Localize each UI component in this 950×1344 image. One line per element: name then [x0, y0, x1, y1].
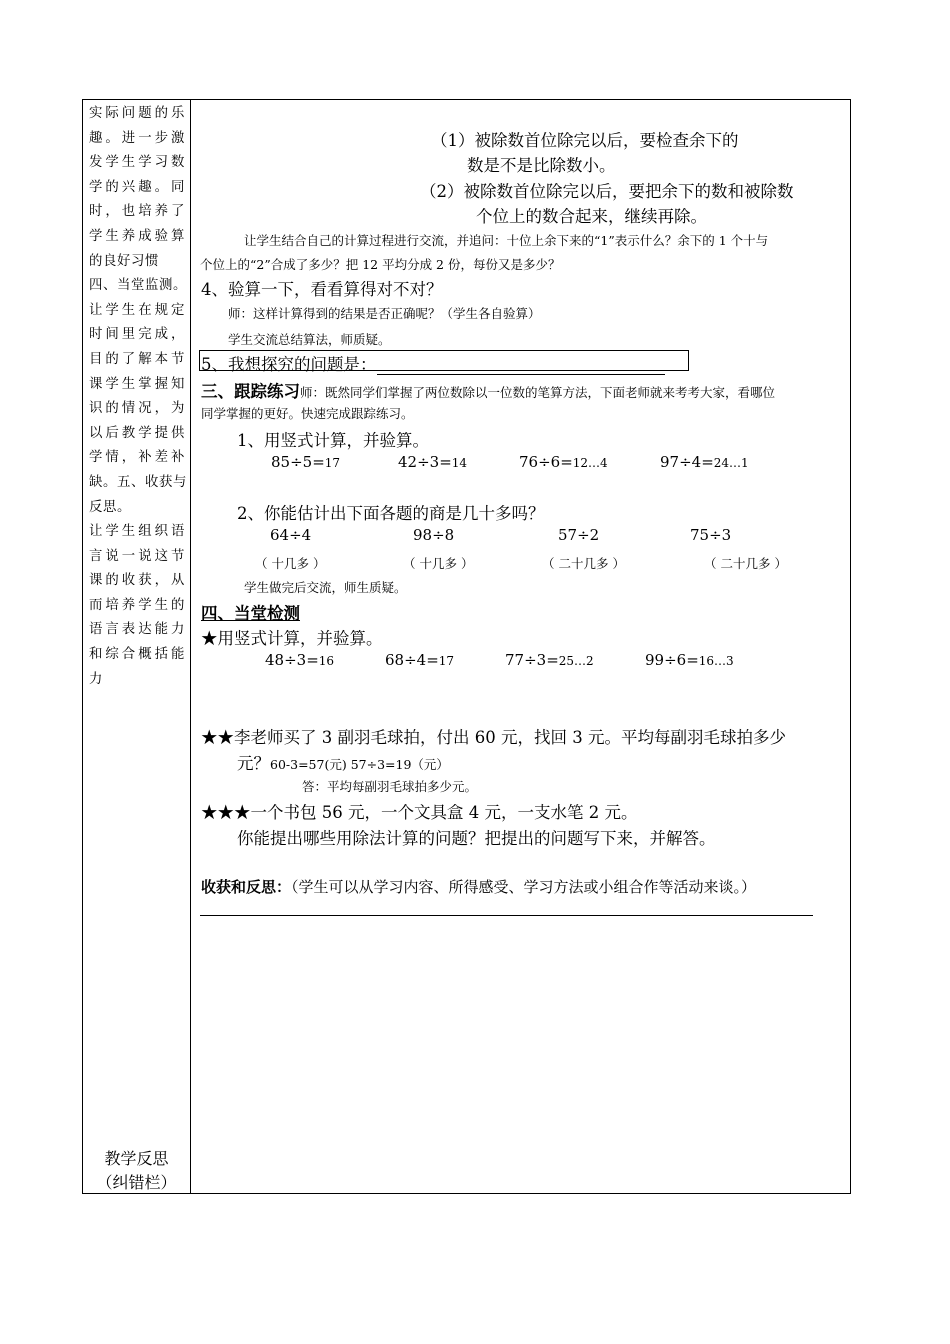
- reflection-writing-line[interactable]: [200, 915, 813, 916]
- star-2-work: 60-3=57(元) 57÷3=19（元）: [270, 757, 449, 772]
- exercise-2-title: 2、你能估计出下面各题的商是几十多吗？: [237, 504, 545, 523]
- section-3-intro-b: 同学掌握的更好。快速完成跟踪练习。: [201, 406, 414, 421]
- reflection-text: （学生可以从学习内容、所得感受、学习方法或小组合作等活动来谈。）: [291, 878, 757, 896]
- sidebar-note-line: 言说一说这节: [89, 548, 185, 564]
- correction-column-label: （纠错栏）: [96, 1173, 177, 1192]
- section-3-intro-a: 师：既然同学们掌握了两位数除以一位数的笔算方法，下面老师就来考考大家，看哪位: [300, 385, 776, 400]
- note-2-line-a: （2）被除数首位除完以后，要把余下的数和被除数: [420, 182, 794, 201]
- sidebar-note-line: 时间里完成，: [89, 327, 185, 343]
- star-1-answer: 17: [438, 654, 455, 668]
- exercise-discussion: 学生做完后交流，师生质疑。: [244, 580, 407, 595]
- sidebar-note-line: 课学生掌握知: [89, 376, 185, 392]
- star-1-title: ★用竖式计算，并验算。: [201, 629, 383, 648]
- star-1-item: [385, 651, 454, 669]
- sidebar-note-line: 以后教学提供: [89, 425, 185, 441]
- answer-blank[interactable]: [377, 358, 665, 375]
- star-1-answer: 16: [318, 654, 335, 668]
- exercise-2-expr: 98÷8: [413, 526, 455, 544]
- exercise-1-answer: 12…4: [572, 456, 608, 470]
- star-2-question-end: 元？: [237, 754, 270, 773]
- exercise-1-answer: 24…1: [713, 456, 749, 470]
- student-summary: 学生交流总结算法，师质疑。: [228, 332, 391, 347]
- sidebar-note-line: 反思。: [89, 499, 131, 515]
- exercise-2-answer: （ 二十几多 ）: [704, 556, 787, 571]
- section-3-line-a: [201, 378, 775, 402]
- exercise-2-answer: （ 十几多 ）: [255, 556, 326, 571]
- sidebar-note-line: 学生养成验算: [89, 228, 185, 244]
- step-5: [201, 351, 665, 375]
- star-1-item: [645, 651, 734, 669]
- star-2-line-a: ★★李老师买了 3 副羽毛球拍，付出 60 元，找回 3 元。平均每副羽毛球拍多少: [201, 728, 786, 747]
- discussion-line-b: 个位上的“2”合成了多少？把 12 平均分成 2 份，每份又是多少？: [200, 257, 561, 272]
- discussion-line-a: 让学生结合自己的计算过程进行交流，并追问：十位上余下来的“1”表示什么？余下的 1 个十与: [244, 233, 769, 248]
- sidebar-note-line: 实际问题的乐: [89, 106, 185, 121]
- sidebar-note-line: 让学生在规定: [89, 302, 185, 318]
- star-1-item: [265, 651, 334, 669]
- star-3-line-b: 你能提出哪些用除法计算的问题？把提出的问题写下来，并解答。: [237, 829, 716, 848]
- exercise-1-item: [660, 453, 749, 471]
- section-3-title: 三、跟踪练习: [201, 382, 300, 401]
- sidebar-note-line: 学情，补差补: [89, 450, 185, 466]
- sidebar-note-line: 目的了解本节: [89, 351, 185, 367]
- note-1-line-b: 数是不是比除数小。: [467, 156, 616, 175]
- exercise-1-expr: 85÷5=: [271, 453, 325, 471]
- star-3-line-a: ★★★一个书包 56 元，一个文具盒 4 元，一支水笔 2 元。: [201, 803, 638, 822]
- teaching-reflection-label: 教学反思: [104, 1149, 169, 1168]
- section-4-title: 四、当堂检测: [201, 604, 300, 623]
- note-1-line-a: （1）被除数首位除完以后，要检查余下的: [431, 131, 739, 150]
- exercise-1-item: [271, 453, 340, 471]
- sidebar-note-line: 语言表达能力: [89, 622, 185, 638]
- star-2-answer: 答：平均每副羽毛球拍多少元。: [302, 779, 478, 794]
- exercise-1-answer: 17: [324, 456, 341, 470]
- exercise-1-title: 1、用竖式计算，并验算。: [237, 431, 429, 450]
- reflection-title: 收获和反思：: [201, 878, 292, 896]
- star-1-answer: 25…2: [558, 654, 594, 668]
- sidebar-note-line: 学的兴趣。同: [89, 179, 185, 195]
- exercise-2-expr: 75÷3: [690, 526, 732, 544]
- exercise-2-answer: （ 十几多 ）: [403, 556, 474, 571]
- step-5-label: 5、我想探究的问题是：: [201, 355, 377, 374]
- sidebar-note-line: 课的收获，从: [89, 573, 185, 589]
- sidebar-note-line: 让学生组织语: [89, 524, 185, 540]
- exercise-1-expr: 76÷6=: [519, 453, 573, 471]
- sidebar-note-line: 趣。进一步激: [89, 130, 185, 146]
- column-divider: [190, 100, 191, 1193]
- sidebar-note-line: 时，也培养了: [89, 204, 185, 220]
- sidebar-note-line: 识的情况，为: [89, 401, 185, 417]
- star-1-expr: 68÷4=: [385, 651, 439, 669]
- exercise-2-answer: （ 二十几多 ）: [542, 556, 625, 571]
- exercise-1-expr: 42÷3=: [398, 453, 452, 471]
- exercise-2-expr: 64÷4: [270, 526, 312, 544]
- step-4: 4、验算一下，看看算得对不对？: [201, 280, 443, 299]
- exercise-1-expr: 97÷4=: [660, 453, 714, 471]
- exercise-1-answer: 14: [451, 456, 468, 470]
- teacher-question: 师：这样计算得到的结果是否正确呢？（学生各自验算）: [228, 306, 541, 321]
- sidebar-note-line: 发学生学习数: [89, 155, 185, 171]
- exercise-1-item: [398, 453, 467, 471]
- star-1-expr: 48÷3=: [265, 651, 319, 669]
- reflection-line: [201, 876, 756, 897]
- sidebar-note-line: 而培养学生的: [89, 597, 185, 613]
- star-1-expr: 77÷3=: [505, 651, 559, 669]
- note-2-line-b: 个位上的数合起来，继续再除。: [476, 207, 707, 226]
- sidebar-notes: [89, 102, 185, 692]
- star-1-item: [505, 651, 594, 669]
- sidebar-note-line: 缺。五、收获与: [89, 474, 187, 490]
- exercise-1-item: [519, 453, 608, 471]
- sidebar-note-line: 和综合概括能: [89, 647, 185, 663]
- sidebar-note-line: 的良好习惯: [89, 253, 159, 269]
- star-1-answer: 16…3: [698, 654, 734, 668]
- star-1-expr: 99÷6=: [645, 651, 699, 669]
- sidebar-note-line: 四、当堂监测。: [89, 278, 187, 294]
- exercise-2-expr: 57÷2: [558, 526, 600, 544]
- star-2-line-b: [237, 750, 449, 774]
- sidebar-note-line: 力: [89, 671, 103, 687]
